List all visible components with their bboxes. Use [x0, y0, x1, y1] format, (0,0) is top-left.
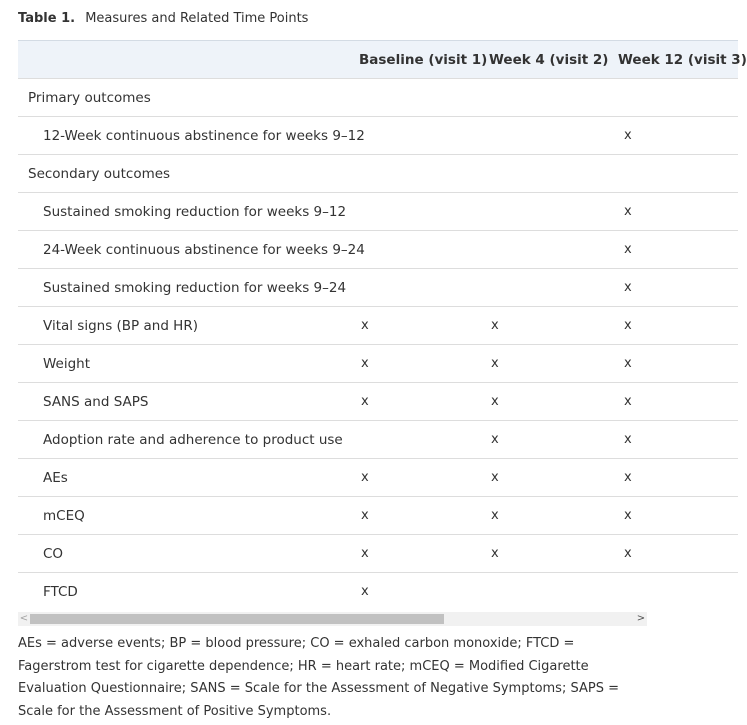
table-row — [18, 383, 738, 421]
scroll-right-icon[interactable]: > — [636, 613, 646, 624]
row-label: AEs — [43, 469, 68, 486]
cell-baseline: x — [361, 584, 369, 600]
cell-week4 — [478, 193, 607, 231]
measures-table — [18, 40, 747, 611]
scroll-left-icon[interactable]: < — [19, 613, 29, 624]
row-label: SANS and SAPS — [43, 393, 149, 410]
cell-week12: x — [624, 508, 632, 523]
table-header-row — [18, 41, 738, 79]
table-row — [18, 573, 738, 611]
cell-baseline: x — [361, 546, 369, 561]
table-row — [18, 269, 738, 307]
table-row — [18, 117, 738, 155]
cell-week4: x — [491, 470, 499, 485]
scrollbar-thumb[interactable] — [30, 614, 444, 624]
cell-week12: x — [624, 546, 632, 561]
cell-week4: x — [491, 318, 499, 333]
table-row — [18, 535, 738, 573]
row-label: 24-Week continuous abstinence for weeks 9–24 — [43, 241, 365, 258]
table-row — [18, 231, 738, 269]
cell-week12 — [607, 155, 738, 193]
table-row — [18, 497, 738, 535]
cell-week12: x — [624, 432, 632, 447]
cell-week4: x — [491, 546, 499, 561]
row-label: FTCD — [43, 583, 78, 600]
cell-week4 — [478, 117, 607, 155]
cell-baseline: x — [361, 318, 369, 333]
cell-week12 — [607, 79, 738, 117]
section-label: Secondary outcomes — [28, 165, 171, 182]
cell-baseline: x — [361, 356, 369, 371]
cell-week4: x — [491, 432, 499, 447]
cell-week4 — [478, 231, 607, 269]
table-row — [18, 345, 738, 383]
table-row — [18, 193, 738, 231]
cell-baseline: x — [361, 470, 369, 485]
row-label: mCEQ — [43, 507, 85, 524]
table-row — [18, 307, 738, 345]
table-row — [18, 79, 738, 117]
cell-baseline — [348, 155, 478, 193]
cell-week4 — [478, 269, 607, 307]
table-title: Measures and Related Time Points — [85, 11, 309, 26]
cell-week4 — [478, 155, 607, 193]
row-label: Sustained smoking reduction for weeks 9–24 — [43, 279, 347, 296]
header-measure — [18, 41, 348, 79]
cell-baseline: x — [361, 394, 369, 409]
cell-week4 — [478, 79, 607, 117]
cell-week12: x — [624, 470, 632, 485]
cell-baseline — [348, 193, 478, 231]
cell-week12: x — [624, 204, 632, 219]
section-label: Primary outcomes — [28, 89, 151, 106]
row-label: Vital signs (BP and HR) — [43, 317, 198, 334]
cell-week12 — [607, 573, 738, 611]
row-label: Adoption rate and adherence to product use — [43, 431, 343, 448]
cell-week12: x — [624, 242, 632, 257]
row-label: Sustained smoking reduction for weeks 9–12 — [43, 203, 347, 220]
cell-baseline — [348, 269, 478, 307]
cell-week12: x — [624, 394, 632, 409]
table-footnote: AEs = adverse events; BP = blood pressure; CO = exhaled carbon monoxide; FTCD = Fagerstrom test for cigarette dependence; HR = heart rate; mCEQ = Modified Cigarette Evaluation Questionnaire; SANS = Scale for the Assessment of Negative Symptoms; SAPS = Scale for the Assessment of Positive Symptoms. — [18, 636, 619, 719]
cell-week12: x — [624, 356, 632, 371]
table-row — [18, 155, 738, 193]
row-label: 12-Week continuous abstinence for weeks 9–12 — [43, 127, 365, 144]
cell-baseline — [348, 79, 478, 117]
cell-week4: x — [491, 356, 499, 371]
table-caption — [18, 11, 308, 26]
cell-week12: x — [624, 128, 632, 143]
cell-week12: x — [624, 280, 632, 295]
cell-week4: x — [491, 508, 499, 523]
table-scroll-container[interactable] — [18, 40, 747, 612]
cell-week4 — [478, 573, 607, 611]
horizontal-scrollbar[interactable] — [18, 612, 647, 626]
cell-baseline — [348, 117, 478, 155]
cell-baseline: x — [361, 508, 369, 523]
row-label: CO — [43, 545, 64, 562]
cell-baseline — [348, 421, 478, 459]
cell-week4: x — [491, 394, 499, 409]
header-baseline: Baseline (visit 1) — [359, 51, 488, 68]
header-week4: Week 4 (visit 2) — [489, 51, 609, 68]
table-row — [18, 459, 738, 497]
table-number: Table 1. — [18, 11, 76, 26]
row-label: Weight — [43, 355, 91, 372]
table-row — [18, 421, 738, 459]
cell-baseline — [348, 231, 478, 269]
cell-week12: x — [624, 318, 632, 333]
header-week12: Week 12 (visit 3) — [618, 51, 747, 68]
